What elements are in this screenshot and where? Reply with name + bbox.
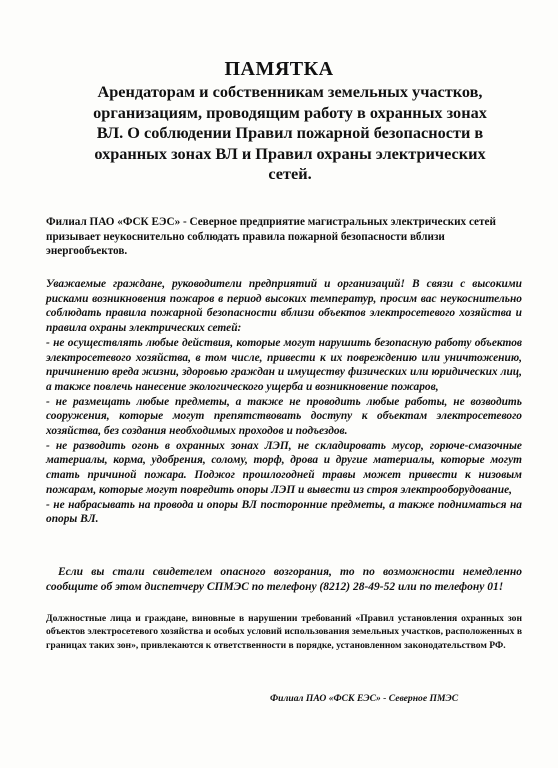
- report-paragraph: Если вы стали свидетелем опасного возгорания, то по возможности немедленно сообщите об этом диспетчеру СПМЭС по телефону (8212) 28-49-52 или по телефону 01!: [46, 566, 522, 593]
- memo-subtitle: Арендаторам и собственникам земельных участков, организациям, проводящим работу в охранных зонах ВЛ. О соблюдении Правил пожарной безопасности в охранных зонах ВЛ и Правил охраны электрических сетей.: [93, 82, 487, 183]
- signature-line: Филиал ПАО «ФСК ЕЭС» - Северное ПМЭС: [270, 693, 459, 704]
- rule-item: - не осуществлять любые действия, которые могут нарушить безопасную работу объектов электросетевого хозяйства, в том числе, привести к их повреждению или уничтожению, причинению вреда жизни, здоровью граждан и имуществу физических или юридических лиц, а также повлечь нанесение экологического ущерба и возникновение пожаров,: [46, 336, 522, 393]
- rule-item: - не набрасывать на провода и опоры ВЛ посторонние предметы, а также подниматься на опоры ВЛ.: [46, 498, 522, 526]
- appeal-section: [46, 277, 522, 527]
- liability-paragraph: Должностные лица и граждане, виновные в нарушении требований «Правил установления охранных зон объектов электросетевого хозяйства и особых условий использования земельных участков, расположенных в границах таких зон», привлекаются к ответственности в порядке, установленном законодательством РФ.: [46, 613, 522, 651]
- rule-item: - не размещать любые предметы, а также не проводить любые работы, не возводить сооружения, которые могут препятствовать доступу к объектам электросетевого хозяйства, без создания необходимых проходов и подъездов.: [46, 395, 522, 438]
- appeal-paragraph: Уважаемые граждане, руководители предприятий и организаций! В связи с высокими рисками возникновения пожаров в период высоких температур, просим вас неукоснительно соблюдать правила пожарной безопасности вблизи объектов электросетевого хозяйства и правила охраны электрических сетей:: [46, 278, 522, 335]
- intro-paragraph: Филиал ПАО «ФСК ЕЭС» - Северное предприятие магистральных электрических сетей призывает неукоснительно соблюдать правила пожарной безопасности вблизи энергообъектов.: [46, 216, 496, 258]
- memo-title: ПАМЯТКА: [224, 58, 334, 80]
- rule-item: - не разводить огонь в охранных зонах ЛЭП, не складировать мусор, горюче-смазочные материалы, корма, удобрения, солому, торф, дрова и другие материалы, которые могут стать причиной пожара. Поджог прошлогодней травы может привести к низовым пожарам, которые могут повредить опоры ЛЭП и вывести из строя электрооборудование,: [46, 439, 522, 496]
